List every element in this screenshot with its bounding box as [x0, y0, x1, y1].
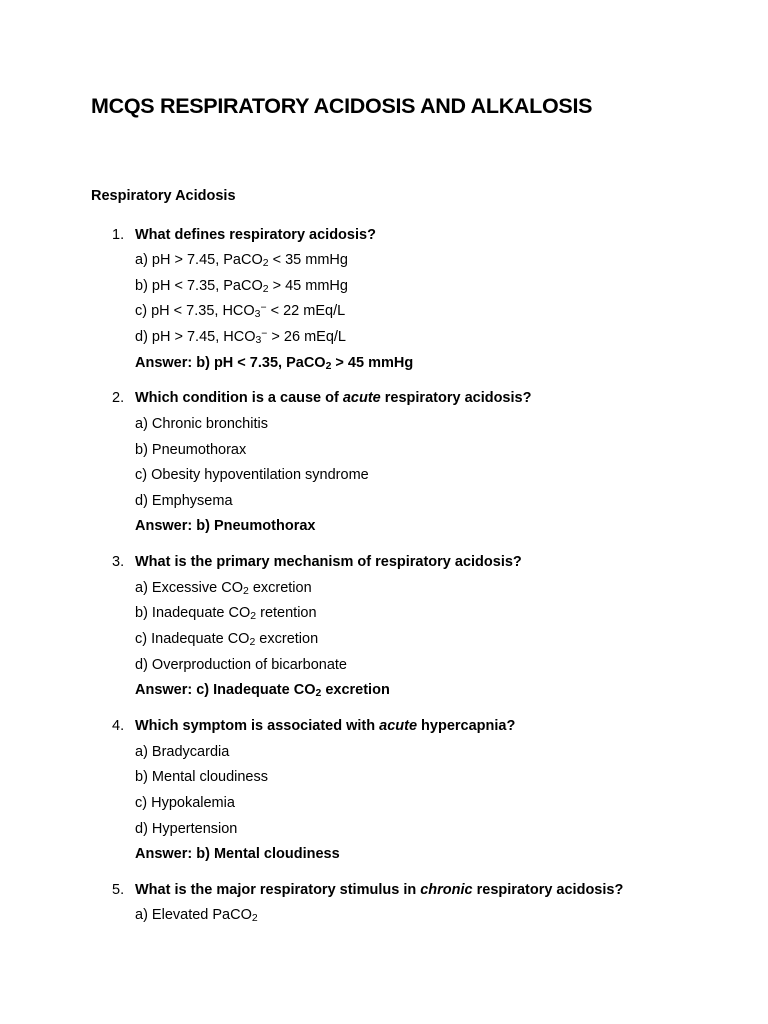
section-heading: Respiratory Acidosis — [91, 188, 236, 204]
answer-line: Answer: b) Mental cloudiness — [135, 846, 340, 862]
option-a: a) Bradycardia — [135, 744, 230, 760]
question-text: Which condition is a cause of acute respiratory acidosis? — [135, 390, 532, 406]
answer-line: Answer: b) Pneumothorax — [135, 518, 316, 534]
answer-line: Answer: c) Inadequate $CO_2$ excretion — [135, 682, 390, 699]
option-a: a) pH > 7.45, PaCO$_2$ < 35 mmHg — [135, 252, 348, 269]
option-d: d) Overproduction of bicarbonate — [135, 657, 347, 673]
question-number: 2. — [112, 390, 125, 406]
question-text: What is the primary mechanism of respiratory acidosis? — [135, 554, 522, 570]
question-text: Which symptom is associated with acute hypercapnia? — [135, 718, 516, 734]
question-text: What is the major respiratory stimulus in chronic respiratory acidosis? — [135, 882, 624, 898]
question-number: 5. — [112, 882, 125, 898]
option-d: d) pH > 7.45, $HCO_3^- > 26$ mEq/L — [135, 328, 346, 346]
option-b: b) Inadequate $CO_2$ retention — [135, 605, 317, 622]
option-b: b) Pneumothorax — [135, 442, 247, 458]
option-c: c) Obesity hypoventilation syndrome — [135, 467, 369, 483]
option-c: c) Hypokalemia — [135, 795, 235, 811]
answer-line: Answer: b) pH < 7.35, PaCO$_2$ > 45 mmHg — [135, 355, 414, 372]
option-a: a) Excessive $CO_2$ excretion — [135, 580, 312, 597]
question-number: 4. — [112, 718, 125, 734]
option-b: b) pH < 7.35, PaCO$_2$ > 45 mmHg — [135, 278, 348, 295]
option-c: c) pH < 7.35, $HCO_3^- < 22$ mEq/L — [135, 302, 346, 320]
document-title: MCQS RESPIRATORY ACIDOSIS AND ALKALOSIS — [91, 94, 593, 118]
question-number: 1. — [112, 227, 125, 243]
option-d: d) Hypertension — [135, 821, 238, 837]
question-number: 3. — [112, 554, 125, 570]
option-c: c) Inadequate $CO_2$ excretion — [135, 631, 319, 648]
option-d: d) Emphysema — [135, 493, 233, 509]
option-a: a) Chronic bronchitis — [135, 416, 268, 432]
option-b: b) Mental cloudiness — [135, 769, 268, 785]
question-text: What defines respiratory acidosis? — [135, 227, 376, 243]
option-a: a) Elevated PaCO$_2$ — [135, 907, 258, 924]
